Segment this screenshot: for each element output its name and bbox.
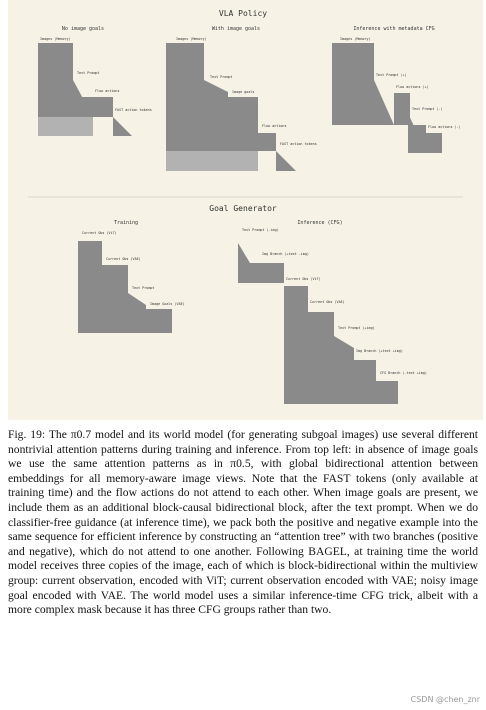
block-label: Text Prompt (-)	[412, 107, 443, 111]
block-label: Image goals	[232, 90, 255, 94]
block-label: FAST action tokens	[280, 142, 317, 146]
fast-row	[166, 151, 258, 171]
text-row	[166, 80, 204, 151]
caption-text: The π0.7 model and its world model (for generating subgoal images) use several different nontrivial attention patterns during training and inference. From top left: in absence of image goals we use the same attention patterns as in π0.5, with global bidirectional attention between embeddings for all memory-aware image views. Note that the FAST tokens (only available at training time) and the flow actions do not attend to each other. When image goals are present, we include them as an additional block-causal bidirectional block, after the text prompt. When we do classifier-free guidance (at inference time), we pack both the positive and negative example into the same sequence for efficient inference by constructing an “attention tree” with two branches (positive and negative), which do not attend to one another. Following BAGEL, at training time the world model receives three copies of the image, each of which is block-bidirectional within the multiview group: current observation, encoded with ViT; current observation encoded with VAE; noisy image goal encoded with VAE. The world model uses a similar inference-time CFG trick, albeit with a more complex mask because it has three CFG groups rather than two.	[8, 428, 478, 617]
block-label: Image Goals (VAE)	[150, 302, 185, 306]
block-label: Text Prompt	[77, 71, 100, 75]
block-label: Current Obs (ViT)	[82, 231, 117, 235]
block-label: CFG Branch (-text +img)	[380, 371, 427, 375]
panel-metadata-cfg	[332, 26, 461, 153]
vit-block	[78, 241, 102, 333]
panel-training	[78, 220, 185, 333]
block-label: Current Obs (ViT)	[286, 277, 321, 281]
figure-caption	[8, 428, 478, 618]
block-label: Img Branch (+text -img)	[262, 252, 309, 256]
panel-no-image-goals	[38, 26, 152, 136]
block-label: Current Obs (VAE)	[310, 300, 345, 304]
watermark: CSDN @chen_znr	[410, 695, 480, 704]
block-label: Text Prompt (+img)	[338, 326, 375, 330]
fast-row	[38, 117, 93, 136]
fast-causal-block	[113, 117, 132, 136]
block-label: Text Prompt	[210, 75, 233, 79]
pos-text-block	[334, 336, 354, 404]
flow-block	[258, 133, 276, 151]
block-label: Flow actions (+)	[396, 85, 429, 89]
block-label: Images (Memory)	[176, 37, 207, 41]
text-causal-block	[128, 293, 146, 333]
neg-row	[332, 113, 374, 125]
neg-flow-block	[426, 133, 442, 153]
panel-inference-cfg	[238, 220, 427, 404]
block-label: Img Branch (+text +img)	[356, 349, 403, 353]
neg-text-fill	[408, 125, 426, 153]
goal-generator-title: Goal Generator	[209, 204, 277, 213]
goal-block	[146, 309, 172, 333]
pos-img-block	[354, 360, 376, 404]
pos-text-block	[374, 80, 394, 125]
panel-title: Inference with metadata CFG	[353, 26, 435, 32]
goal-block	[228, 97, 258, 151]
flow-block	[93, 97, 113, 117]
block-label: Flow actions	[95, 89, 120, 93]
pos-flow-block	[394, 93, 410, 125]
attention-diagram	[8, 0, 483, 420]
panel-with-image-goals	[166, 26, 317, 171]
block-label: Current Obs (VAE)	[106, 257, 141, 261]
block-label: Text Prompt	[132, 286, 155, 290]
block-label: Text Prompt (+)	[376, 73, 407, 77]
vae-block	[308, 312, 334, 404]
vit-block	[284, 286, 308, 404]
img-branch-block	[262, 263, 284, 283]
panel-title: With image goals	[211, 26, 261, 32]
block-label: Text Prompt (-img)	[242, 228, 279, 232]
text-causal-block	[204, 80, 228, 151]
attention-pattern-figure	[8, 0, 483, 420]
flow-row	[38, 97, 93, 117]
memory-block	[332, 43, 374, 125]
figure-label: Fig. 19:	[8, 428, 46, 441]
block-label: FAST action tokens	[115, 108, 152, 112]
panel-title: No image goals	[61, 26, 105, 32]
vae-block	[102, 265, 128, 333]
img-branch-row	[238, 263, 262, 283]
block-label: Flow actions	[262, 124, 287, 128]
vla-policy-title: VLA Policy	[218, 9, 268, 18]
block-label: Images (Memory)	[340, 37, 371, 41]
panel-title: Inference (CFG)	[297, 220, 343, 226]
block-label: Images (Memory)	[40, 37, 71, 41]
block-label: Flow actions (-)	[428, 125, 461, 129]
cfg-branch-block	[376, 381, 398, 404]
fast-causal-block	[276, 151, 296, 171]
panel-title: Training	[113, 220, 139, 226]
